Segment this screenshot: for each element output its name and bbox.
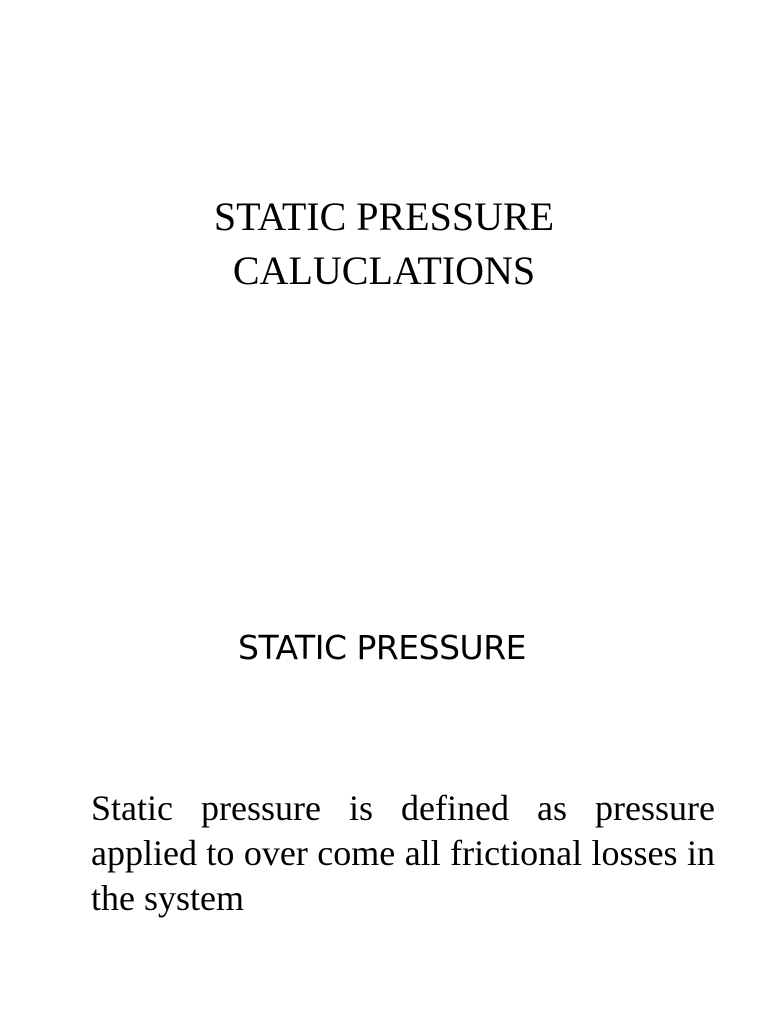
slide-title bbox=[0, 190, 768, 298]
slide-title-line-2: CALUCLATIONS bbox=[232, 248, 536, 293]
slide-title-line-1: STATIC PRESSURE bbox=[213, 194, 555, 239]
definition-paragraph: Static pressure is defined as pressure applied to over come all frictional losses in the system bbox=[91, 788, 715, 918]
content-slide bbox=[0, 512, 768, 1024]
section-heading: STATIC PRESSURE bbox=[238, 628, 526, 667]
